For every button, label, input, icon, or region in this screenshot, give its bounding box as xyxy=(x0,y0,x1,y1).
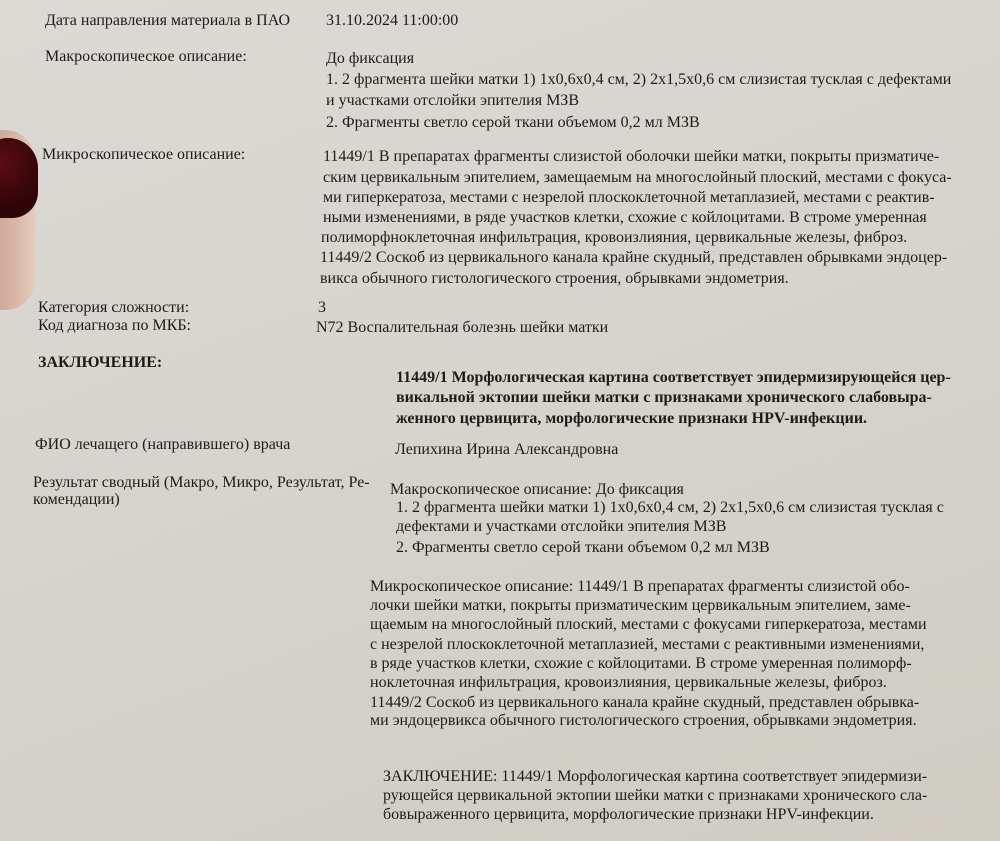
summary-micro-line: Микроскопическое описание: 11449/1 В препаратах фрагменты слизистой обо- xyxy=(370,578,910,595)
micro-line: ными изменениями, в ряде участков клетки, схожие с койлоцитами. В строме умеренная xyxy=(323,209,927,226)
category-label: Категория сложности: xyxy=(38,299,190,316)
macro-label: Макроскопическое описание: xyxy=(45,48,247,65)
micro-line: ми гиперкератоза, местами с незрелой плоскоклеточной метаплазией, местами с реактив- xyxy=(323,189,935,206)
icd-value: N72 Воспалительная болезнь шейки матки xyxy=(316,319,609,336)
summary-conclusion-line: бовыраженного цервицита, морфологические признаки HPV-инфекции. xyxy=(383,806,874,823)
summary-macro-line: 2. Фрагменты светло серой ткани объемом 0,2 мл МЗВ xyxy=(396,539,770,556)
macro-line: и участками отслойки эпителия МЗВ xyxy=(326,92,579,109)
micro-line: 11449/1 В препаратах фрагменты слизистой оболочки шейки матки, покрыты призматиче- xyxy=(323,148,940,165)
conclusion-line: викальной эктопии шейки матки с признаками хронического слабовыра- xyxy=(396,389,932,406)
summary-micro-line: ноклеточная инфильтрация, кровоизлияния, цервикальные железы, фиброз. xyxy=(370,674,887,691)
date-value: 31.10.2024 11:00:00 xyxy=(326,12,459,29)
category-value: 3 xyxy=(318,299,326,316)
summary-micro-line: лочки шейки матки, покрыты призматическим цервикальным эпителием, заме- xyxy=(370,597,911,614)
summary-conclusion-line: рующейся цервикальной эктопии шейки матки с признаками хронического сла- xyxy=(383,787,928,804)
micro-label: Микроскопическое описание: xyxy=(42,146,246,163)
summary-label: комендации) xyxy=(33,491,120,508)
doctor-label: ФИО лечащего (направившего) врача xyxy=(35,436,291,453)
macro-line: 2. Фрагменты светло серой ткани объемом 0,2 мл МЗВ xyxy=(326,114,700,131)
conclusion-line: женного цервицита, морфологические признаки HPV-инфекции. xyxy=(396,410,868,427)
micro-line: ским цервикальным эпителием, замещаемым на многослойный плоский, местами с фокуса- xyxy=(323,169,952,186)
date-label: Дата направления материала в ПАО xyxy=(45,12,291,29)
macro-line: 1. 2 фрагмента шейки матки 1) 1х0,6х0,4 см, 2) 2х1,5х0,6 см слизистая тусклая с дефектами xyxy=(326,71,952,88)
summary-micro-line: ми эндоцервикса обычного гистологического строения, обрывками эндометрия. xyxy=(370,712,917,729)
micro-line: викса обычного гистологического строения, обрывками эндометрия. xyxy=(320,270,789,287)
summary-macro-line: дефектами и участками отслойки эпителия МЗВ xyxy=(396,518,727,535)
summary-macro-line: 1. 2 фрагмента шейки матки 1) 1х0,6х0,4 см, 2) 2х1,5х0,6 см слизистая тусклая с xyxy=(396,499,944,516)
summary-macro-line: Макроскопическое описание: До фиксация xyxy=(390,481,684,498)
conclusion-line: 11449/1 Морфологическая картина соответствует эпидермизирующейся цер- xyxy=(396,369,951,386)
summary-label: Результат сводный (Макро, Микро, Результат, Ре- xyxy=(33,474,370,491)
icd-label: Код диагноза по МКБ: xyxy=(38,317,191,334)
summary-micro-line: 11449/2 Соскоб из цервикального канала крайне скудный, представлен обрывка- xyxy=(370,694,920,711)
macro-line: До фиксация xyxy=(326,50,415,67)
micro-line: полиморфноклеточная инфильтрация, кровоизлияния, цервикальные железы, фиброз. xyxy=(321,229,908,246)
doctor-value: Лепихина Ирина Александровна xyxy=(395,441,619,458)
summary-micro-line: щаемым на многослойный плоский, местами с фокусами гиперкератоза, местами xyxy=(370,616,927,633)
micro-line: 11449/2 Соскоб из цервикального канала крайне скудный, представлен обрывками эндоцер- xyxy=(320,249,948,266)
summary-micro-line: в ряде участков клетки, схожие с койлоцитами. В строме умеренная полиморф- xyxy=(370,655,912,672)
summary-micro-line: с незрелой плоскоклеточной метаплазией, местами с реактивными изменениями, xyxy=(370,636,925,653)
conclusion-label: ЗАКЛЮЧЕНИЕ: xyxy=(38,354,163,371)
fingernail xyxy=(0,138,38,218)
summary-conclusion-line: ЗАКЛЮЧЕНИЕ: 11449/1 Морфологическая картина соответствует эпидермизи- xyxy=(383,768,928,785)
